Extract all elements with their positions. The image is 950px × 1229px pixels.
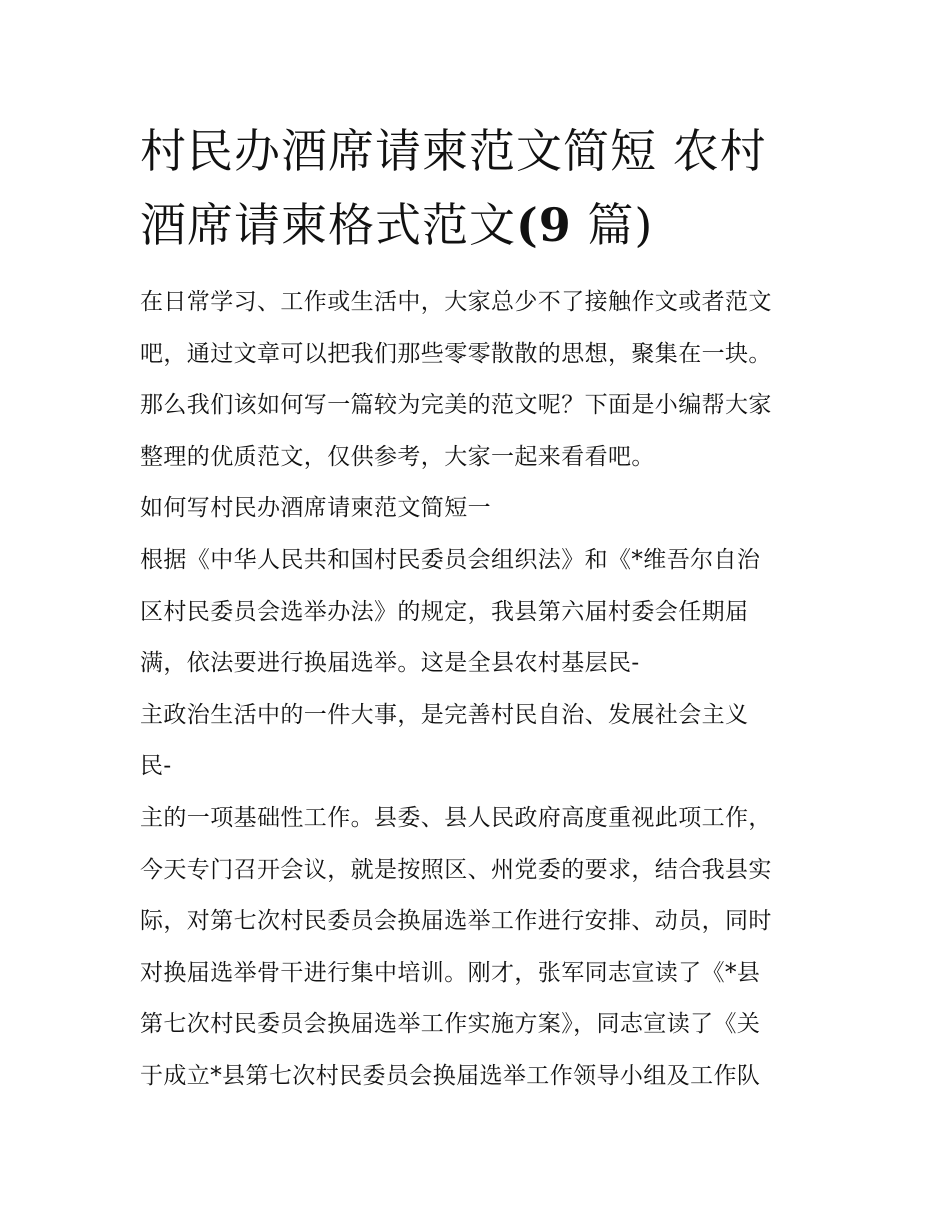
body-line: 对换届选举骨干进行集中培训。刚才，张军同志宣读了《*县 [140, 959, 761, 986]
body-line: 际，对第七次村民委员会换届选举工作进行安排、动员，同时 [140, 908, 772, 935]
body-line: 第七次村民委员会换届选举工作实施方案》，同志宣读了《关 [140, 1011, 761, 1038]
body-line: 主的一项基础性工作。县委、县人民政府高度重视此项工作， [140, 804, 772, 831]
body-line: 吧，通过文章可以把我们那些零零散散的思想，聚集在一块。 [140, 340, 772, 367]
body-line: 满，依法要进行换届选举。这是全县农村基层民- [140, 650, 640, 677]
body-line: 在日常学习、工作或生活中，大家总少不了接触作文或者范文 [140, 289, 772, 315]
title-line-2-suffix: 篇) [571, 198, 654, 252]
document-title [140, 114, 840, 262]
body-line: 民- [140, 753, 172, 780]
body-line: 区村民委员会选举办法》的规定，我县第六届村委会任期届 [140, 598, 749, 625]
title-line-2-bold: (9 [516, 198, 572, 252]
body-line: 根据《中华人民共和国村民委员会组织法》和《*维吾尔自治 [140, 546, 761, 573]
title-line-2-prefix: 酒席请柬格式范文 [140, 198, 516, 252]
body-line: 那么我们该如何写一篇较为完美的范文呢？下面是小编帮大家 [140, 392, 772, 419]
title-line-1: 村民办酒席请柬范文简短 农村 [140, 124, 767, 178]
body-line: 今天专门召开会议，就是按照区、州党委的要求，结合我县实 [140, 856, 772, 883]
document-body [140, 277, 840, 1103]
body-line: 整理的优质范文，仅供参考，大家一起来看看吧。 [140, 443, 655, 470]
section-heading: 如何写村民办酒席请柬范文简短一 [140, 495, 491, 522]
title-line-2 [140, 188, 840, 262]
body-line: 主政治生活中的一件大事，是完善村民自治、发展社会主义 [140, 701, 749, 728]
body-line: 于成立*县第七次村民委员会换届选举工作领导小组及工作队 [140, 1062, 761, 1089]
